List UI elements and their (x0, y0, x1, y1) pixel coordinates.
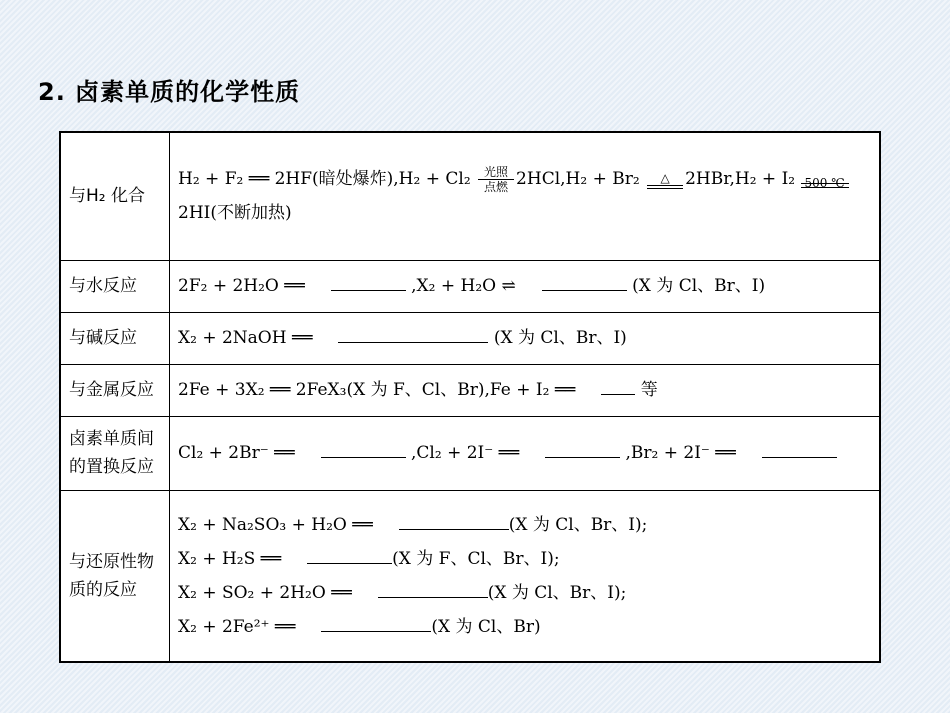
equation-text: 2HBr,H₂ + I₂ (685, 169, 796, 190)
row-content (170, 132, 881, 260)
answer-blank[interactable] (542, 274, 627, 291)
condition-marker (647, 171, 683, 189)
answer-blank[interactable] (545, 441, 620, 458)
row-label: 与H₂ 化合 (60, 132, 170, 260)
table-row (60, 416, 880, 490)
table-row (60, 364, 880, 416)
halogen-properties-table (59, 131, 881, 663)
equation-text: X₂ + SO₂ + 2H₂O ══ (178, 582, 352, 603)
condition-bottom: 点燃 (484, 180, 509, 195)
answer-blank[interactable] (601, 378, 635, 395)
equation-text: (X 为 Cl、Br、I); (508, 514, 648, 535)
table-row (60, 132, 880, 260)
equation-text: ,Cl₂ + 2I⁻ ══ (411, 443, 520, 463)
equation-text: X₂ + H₂S ══ (178, 548, 282, 569)
equation-text: X₂ + 2Fe²⁺ ══ (178, 616, 296, 637)
row-content (170, 416, 881, 490)
table-row (60, 260, 880, 312)
condition-top: 光照 (484, 165, 509, 180)
answer-blank[interactable] (762, 441, 837, 458)
table-row (60, 490, 880, 662)
equation-text: 等 (640, 380, 658, 400)
row-content (170, 260, 881, 312)
equation-text: (X 为 Cl、Br、I) (493, 328, 627, 348)
equation-text: 2HI(不断加热) (178, 203, 292, 224)
equation-text: (X 为 F、Cl、Br、I); (392, 548, 560, 569)
section-heading: 2. 卤素单质的化学性质 (38, 78, 301, 106)
row-label: 与碱反应 (60, 312, 170, 364)
answer-blank[interactable] (321, 615, 431, 632)
table-row (60, 312, 880, 364)
equation-text: 2F₂ + 2H₂O ══ (178, 276, 305, 296)
equation-text: ,Br₂ + 2I⁻ ══ (625, 443, 736, 463)
answer-blank[interactable] (307, 547, 392, 564)
answer-blank[interactable] (338, 326, 488, 343)
row-label: 与水反应 (60, 260, 170, 312)
row-content (170, 490, 881, 662)
row-label: 与还原性物质的反应 (60, 490, 170, 662)
equation-text: X₂ + Na₂SO₃ + H₂O ══ (178, 514, 373, 535)
answer-blank[interactable] (321, 441, 406, 458)
equation-text: 2HCl,H₂ + Br₂ (516, 169, 640, 190)
row-label: 与金属反应 (60, 364, 170, 416)
equation-text: ,X₂ + H₂O ⇌ (411, 276, 516, 296)
equation-text: (X 为 Cl、Br、I); (487, 582, 627, 603)
equation-text: (X 为 Cl、Br) (431, 616, 541, 637)
equation-text: Cl₂ + 2Br⁻ ══ (178, 443, 295, 463)
equation-text: X₂ + 2NaOH ══ (178, 328, 313, 348)
answer-blank[interactable] (378, 581, 488, 598)
row-content (170, 364, 881, 416)
reversible-arrow (801, 168, 849, 192)
answer-blank[interactable] (399, 513, 509, 530)
equation-text: (X 为 Cl、Br、I) (632, 276, 766, 296)
answer-blank[interactable] (331, 274, 406, 291)
condition-marker (478, 165, 514, 194)
row-content (170, 312, 881, 364)
condition-temp: 500 ℃ (804, 175, 845, 190)
heat-symbol: △ (660, 170, 670, 185)
equation-text: 2Fe + 3X₂ ══ 2FeX₃(X 为 F、Cl、Br),Fe + I₂ ══ (178, 380, 576, 400)
row-label: 卤素单质间的置换反应 (60, 416, 170, 490)
equation-text: H₂ + F₂ ══ 2HF(暗处爆炸),H₂ + Cl₂ (178, 169, 471, 190)
